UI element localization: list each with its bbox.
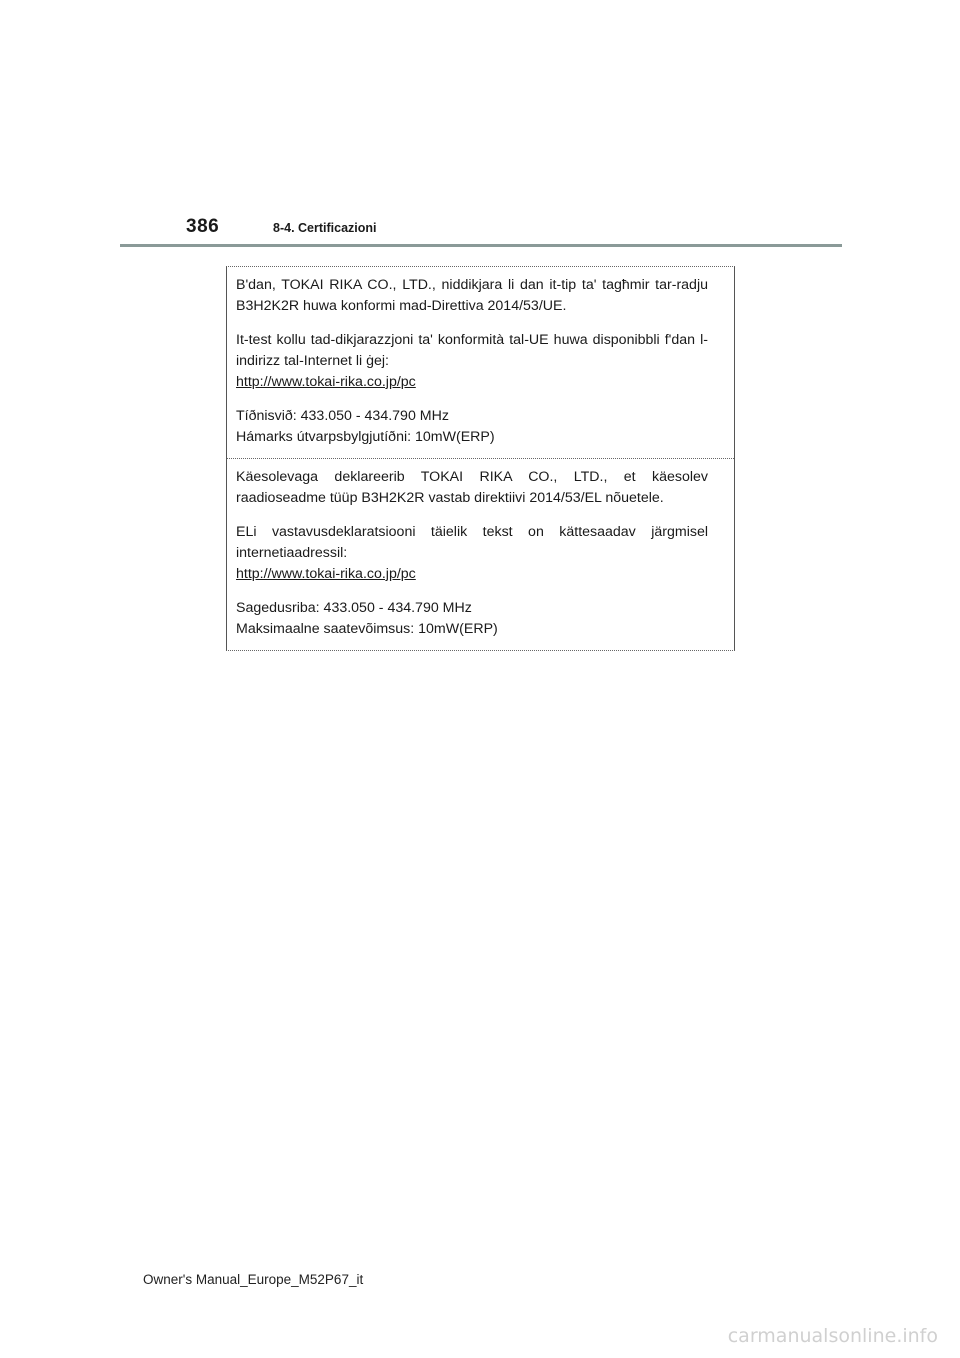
frequency-text: Sagedusriba: 433.050 - 434.790 MHz [236, 600, 472, 616]
certification-link[interactable]: http://www.tokai-rika.co.jp/pc [236, 566, 416, 582]
footer-manual-id: Owner's Manual_Europe_M52P67_it [143, 1272, 364, 1287]
page-number: 386 [186, 216, 220, 237]
declaration-text: Käesolevaga deklareerib TOKAI RIKA CO., LTD., et käesolev raadioseadme tüüp B3H2K2R vastab direktiivi 2014/53/EL nõuetele. [236, 469, 708, 506]
certification-estonian [227, 458, 734, 650]
page-header [120, 210, 842, 248]
frequency-text: Tíðnisvið: 433.050 - 434.790 MHz [236, 408, 449, 424]
certification-maltese [227, 267, 734, 458]
declaration-text: B'dan, TOKAI RIKA CO., LTD., niddikjara li dan it-tip ta' tagħmir tar-radju B3H2K2R huwa konformi mad-Direttiva 2014/53/UE. [236, 277, 708, 314]
power-text: Hámarks útvarpsbylgjutíðni: 10mW(ERP) [236, 429, 495, 445]
availability-text: ELi vastavusdeklaratsiooni täielik tekst on kättesaadav järgmisel internetiaadressil: [236, 524, 708, 561]
watermark: carmanualsonline.info [727, 1325, 938, 1347]
power-text: Maksimaalne saatevõimsus: 10mW(ERP) [236, 621, 498, 637]
header-rule [120, 244, 842, 247]
certification-link[interactable]: http://www.tokai-rika.co.jp/pc [236, 374, 416, 390]
section-title: 8-4. Certificazioni [273, 221, 377, 235]
availability-text: It-test kollu tad-dikjarazzjoni ta' konformità tal-UE huwa disponibbli f'dan l-indirizz tal-Internet li ġej: [236, 332, 708, 369]
certification-box [226, 266, 735, 651]
